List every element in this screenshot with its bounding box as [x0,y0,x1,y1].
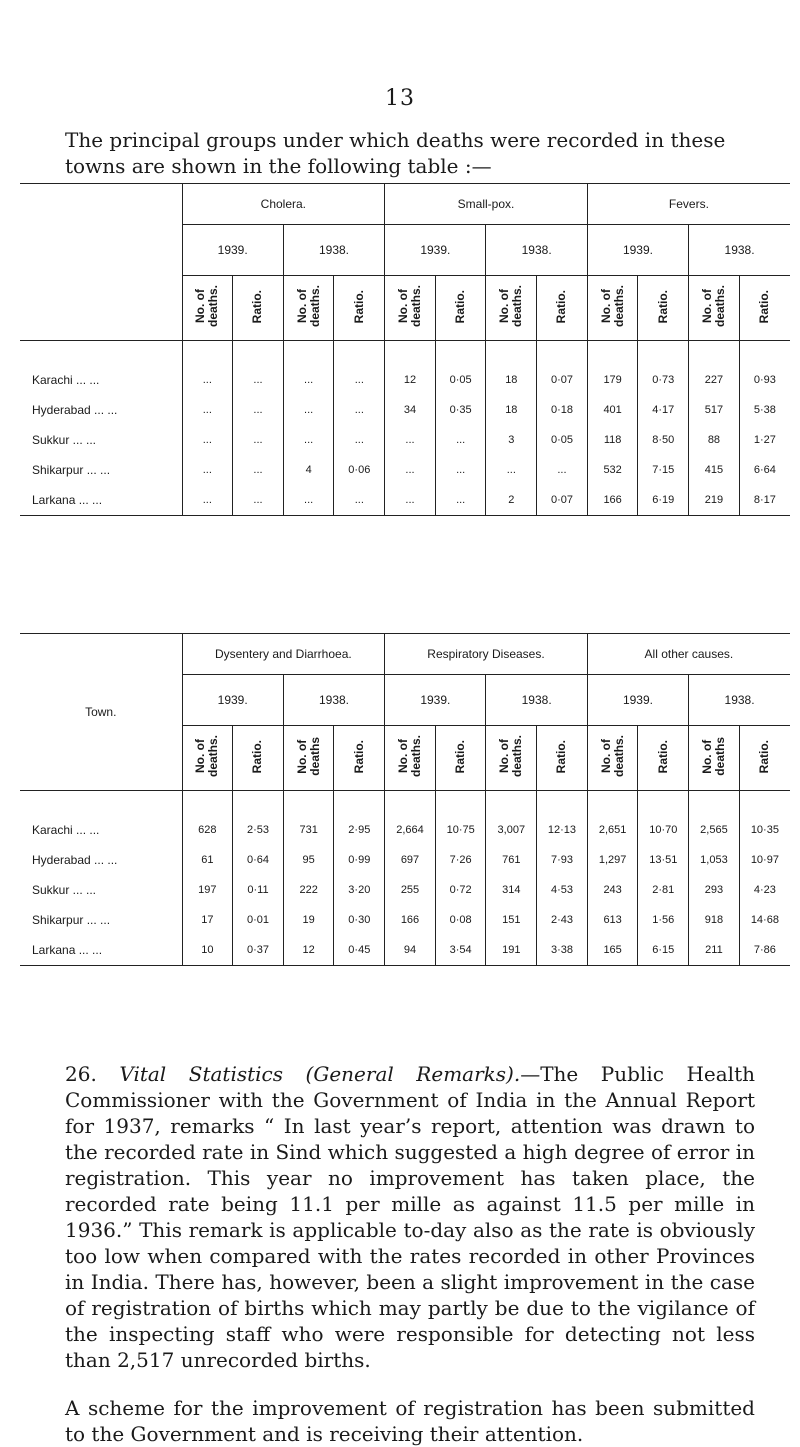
table-cell: 34 [385,395,436,425]
table-cell: ... [435,455,486,485]
town-name: Sukkur ... ... [32,883,97,897]
table-cell: 18 [486,395,537,425]
table-cell: 697 [385,845,436,875]
table-cell: 4 [283,455,334,485]
table-cell: 0·35 [435,395,486,425]
table-cell: ... [385,455,436,485]
table-cell: ... [385,425,436,455]
group-header-other-causes: All other causes. [587,634,790,675]
table-cell: ... [537,455,588,485]
table-cell: 3,007 [486,815,537,845]
deaths-table-2 [20,633,790,966]
table-cell: 613 [587,905,638,935]
table-cell: 0·05 [435,365,486,395]
table-cell: 0·93 [739,365,790,395]
table-cell: 7·26 [435,845,486,875]
table-cell: 4·53 [537,875,588,905]
deaths-subheader: No. of deaths. [699,285,727,328]
table-cell: 118 [587,425,638,455]
table-cell: 197 [182,875,233,905]
table-cell: ... [182,395,233,425]
group-header-respiratory: Respiratory Diseases. [385,634,588,675]
table-cell: 1,297 [587,845,638,875]
table-cell: 14·68 [739,905,790,935]
table-cell: 2·81 [638,875,689,905]
table-row [20,935,790,966]
table-cell: 6·15 [638,935,689,966]
table-cell: 3 [486,425,537,455]
deaths-subheader: No. of deaths. [497,285,525,328]
table-cell: ... [435,485,486,516]
table-cell: ... [334,395,385,425]
table-cell: 4·17 [638,395,689,425]
table-cell: ... [334,485,385,516]
table-cell: 179 [587,365,638,395]
year-header: 1938. [486,225,587,276]
table-cell: ... [283,395,334,425]
ratio-subheader: Ratio. [351,289,366,324]
table-cell: 3·20 [334,875,385,905]
table-cell: 7·15 [638,455,689,485]
town-name: Karachi ... ... [32,373,100,387]
year-header: 1939. [182,225,283,276]
section-title: Vital Statistics (General Remarks). [119,1062,521,1086]
table-cell: ... [283,485,334,516]
table-cell: ... [385,485,436,516]
ratio-subheader: Ratio. [453,739,468,774]
deaths-subheader: No. of deaths. [294,285,322,328]
year-header: 1938. [283,225,384,276]
table-cell: 94 [385,935,436,966]
table-cell: ... [233,365,284,395]
year-header: 1939. [182,675,283,726]
table-cell: 0·06 [334,455,385,485]
table-cell: 0·45 [334,935,385,966]
table-cell: 12 [385,365,436,395]
table-cell: ... [435,425,486,455]
group-header-smallpox: Small-pox. [385,184,588,225]
table-cell: 0·01 [233,905,284,935]
table-cell: 7·93 [537,845,588,875]
ratio-subheader: Ratio. [655,289,670,324]
table-cell: 2·95 [334,815,385,845]
table-cell: 293 [689,875,740,905]
table-cell: ... [182,425,233,455]
section-paragraph [65,1061,755,1373]
town-name: Larkana ... ... [20,935,182,966]
table-cell: 8·50 [638,425,689,455]
intro-text: The principal groups under which deaths were recorded in these towns are shown in the following table :— [65,128,726,178]
table-cell: 2,651 [587,815,638,845]
section-paragraph: A scheme for the improvement of registration has been submitted to the Government and is receiving their attention. [65,1396,755,1446]
table-cell: 211 [689,935,740,966]
ratio-subheader: Ratio. [554,289,569,324]
table-cell: 255 [385,875,436,905]
table-cell: 1·27 [739,425,790,455]
table-cell: 151 [486,905,537,935]
table-cell: 10·35 [739,815,790,845]
table-cell: 1·56 [638,905,689,935]
group-header-cholera: Cholera. [182,184,385,225]
table-row [20,815,790,845]
table-cell: ... [334,425,385,455]
table-cell: 0·73 [638,365,689,395]
table-cell: 191 [486,935,537,966]
town-name: Hyderabad ... ... [32,403,118,417]
table-cell: ... [233,395,284,425]
table-cell: ... [182,455,233,485]
table-cell: 10 [182,935,233,966]
table-row [20,365,790,395]
ratio-subheader: Ratio. [554,739,569,774]
town-column-header: Town. [20,634,182,791]
table-cell: 532 [587,455,638,485]
table-cell: 2,664 [385,815,436,845]
year-header: 1939. [587,675,688,726]
table-cell: 10·97 [739,845,790,875]
deaths-subheader: No. of deaths. [396,285,423,328]
table-cell: 401 [587,395,638,425]
table-cell: 0·11 [233,875,284,905]
table-cell: 222 [283,875,334,905]
table-cell: 227 [689,365,740,395]
year-header: 1938. [283,675,384,726]
table-row [20,395,790,425]
town-name: Sukkur ... ... [32,433,97,447]
table-cell: 0·18 [537,395,588,425]
ratio-subheader: Ratio. [250,739,265,774]
deaths-subheader: No. of deaths [699,737,727,776]
table-row [20,905,790,935]
table-cell: 17 [182,905,233,935]
table-cell: ... [182,365,233,395]
table-cell: 0·08 [435,905,486,935]
table-cell: 3·38 [537,935,588,966]
table-row [20,485,790,516]
deaths-table-1 [20,183,790,516]
section-paragraph-text: —The Public Health Commissioner with the Government of India in the Annual Report for 1937, remarks “ In last year’s report, attention was drawn to the recorded rate in Sind which suggested a high degree of error in registration. This year no improvement has taken place, the recorded rate being 11.1 per mille as against 11.5 per mille in 1936.” This remark is applicable to-day also as the rate is obviously too low when compared with the rates recorded in other Provinces in India. There has, however, been a slight improvement in the case of registration of births which may partly be due to the vigilance of the inspecting staff who were responsible for detecting not less than 2,517 unrecorded births. [65,1062,755,1372]
table-cell: 4·23 [739,875,790,905]
deaths-subheader: No. of deaths. [193,285,221,328]
ratio-subheader: Ratio. [757,739,772,774]
table-cell: 0·07 [537,485,588,516]
table-cell: 2,565 [689,815,740,845]
table-row [20,455,790,485]
table-cell: 0·99 [334,845,385,875]
town-name: Larkana ... ... [20,485,182,516]
table-cell: 2 [486,485,537,516]
table-cell: 12·13 [537,815,588,845]
table-cell: 5·38 [739,395,790,425]
table-cell: 13·51 [638,845,689,875]
year-header: 1938. [689,225,790,276]
table-cell: 3·54 [435,935,486,966]
table-cell: 731 [283,815,334,845]
table-cell: 7·86 [739,935,790,966]
town-name: Karachi ... ... [32,823,100,837]
ratio-subheader: Ratio. [757,289,772,324]
town-name: Shikarpur ... ... [32,463,111,477]
table-cell: 95 [283,845,334,875]
table-cell: ... [283,365,334,395]
table-cell: 12 [283,935,334,966]
ratio-subheader: Ratio. [655,739,670,774]
table-cell: 918 [689,905,740,935]
table-cell: 415 [689,455,740,485]
table-cell: 628 [182,815,233,845]
ratio-subheader: Ratio. [351,739,366,774]
table-cell: ... [182,485,233,516]
table-cell: 2·53 [233,815,284,845]
table-cell: 0·07 [537,365,588,395]
year-header: 1939. [385,675,486,726]
table-cell: 6·19 [638,485,689,516]
deaths-subheader: No. of deaths. [598,735,626,778]
table-cell: 243 [587,875,638,905]
table-cell: 18 [486,365,537,395]
deaths-subheader: No. of deaths. [497,735,525,778]
year-header: 1939. [587,225,688,276]
table-cell: ... [486,455,537,485]
page-number: 13 [385,86,415,111]
table-cell: ... [283,425,334,455]
table-cell: 0·05 [537,425,588,455]
table-cell: 6·64 [739,455,790,485]
table-cell: 10·70 [638,815,689,845]
table-cell: 165 [587,935,638,966]
deaths-subheader: No. of deaths. [193,735,221,778]
table-cell: 8·17 [739,485,790,516]
table-cell: ... [233,485,284,516]
table-cell: 1,053 [689,845,740,875]
year-header: 1938. [486,675,587,726]
table-cell: 0·30 [334,905,385,935]
table-cell: 0·72 [435,875,486,905]
section-number: 26. [65,1062,97,1086]
table-cell: 88 [689,425,740,455]
group-header-dysentery: Dysentery and Diarrhoea. [182,634,385,675]
table-cell: 314 [486,875,537,905]
table-cell: 10·75 [435,815,486,845]
table-row [20,875,790,905]
group-header-fevers: Fevers. [587,184,790,225]
table-row [20,425,790,455]
table-cell: 517 [689,395,740,425]
deaths-subheader: No. of deaths [294,737,322,776]
table-cell: ... [233,455,284,485]
table-cell: 2·43 [537,905,588,935]
year-header: 1938. [689,675,790,726]
table-cell: ... [233,425,284,455]
table-cell: ... [334,365,385,395]
table-cell: 219 [689,485,740,516]
deaths-subheader: No. of deaths. [598,285,626,328]
table-cell: 61 [182,845,233,875]
table-cell: 0·64 [233,845,284,875]
table-cell: 166 [587,485,638,516]
section-body [65,1061,755,1447]
table-cell: 0·37 [233,935,284,966]
town-name: Shikarpur ... ... [32,913,111,927]
ratio-subheader: Ratio. [453,289,468,324]
year-header: 1939. [385,225,486,276]
deaths-subheader: No. of deaths. [396,735,423,778]
town-name: Hyderabad ... ... [32,853,118,867]
ratio-subheader: Ratio. [250,289,265,324]
table-cell: 761 [486,845,537,875]
table-cell: 19 [283,905,334,935]
table-cell: 166 [385,905,436,935]
town-column-header [20,184,182,225]
table-row [20,845,790,875]
